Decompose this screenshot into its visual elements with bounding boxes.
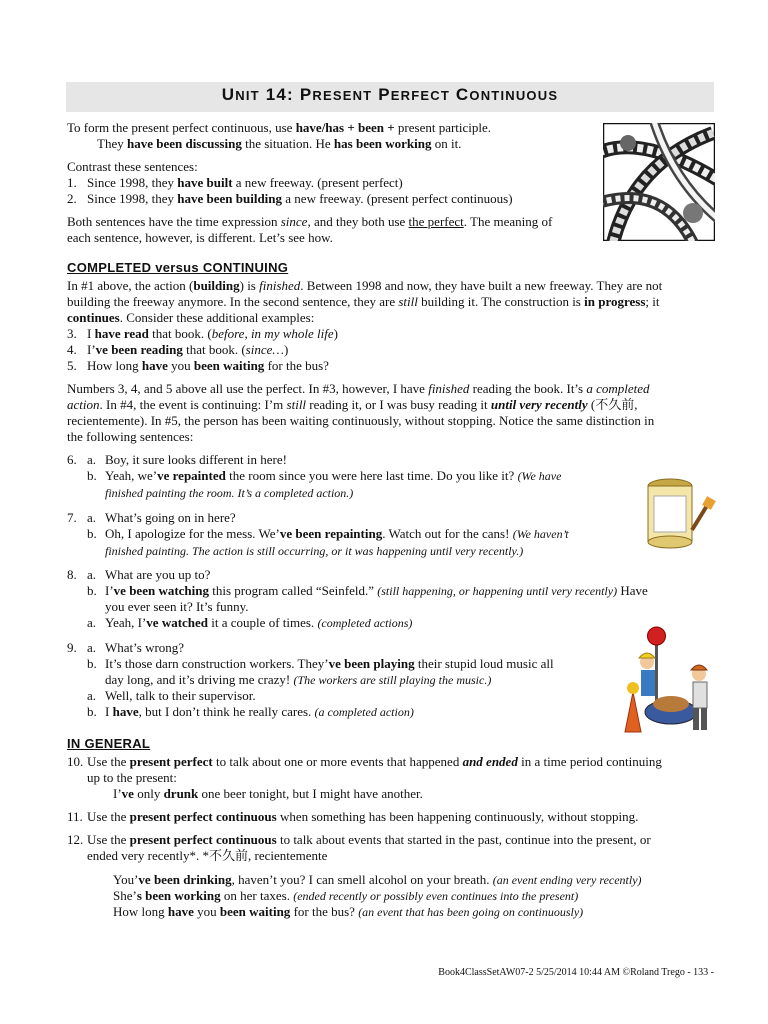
rule-12-example: How long have you been waiting for the bus? (an event that has been going on continuously) [113,904,584,919]
dialog-9 [67,640,627,720]
page-footer: Book4ClassSetAW07-2 5/25/2014 10:44 AM ©Roland Trego - 133 - [438,967,714,978]
sentence-2: 2. Since 1998, they have been building a new freeway. (present perfect continuous) [67,191,513,206]
both-line-1: Both sentences have the time expression since, and they both use the perfect. The meaning of [67,214,553,229]
dialog-7 [67,510,647,559]
rule-10-cont: up to the present: [87,770,177,785]
intro [67,120,597,246]
example-3: 3. I have read that book. (before, in my whole life) [67,326,338,341]
dialog-line: b. I’ve been watching this program called “Seinfeld.” (still happening, or happening until very recently) Have [87,583,648,598]
example-4: 4. I’ve been reading that book. (since…) [67,342,289,357]
para-line: recientemente). In #5, the person has been waiting continuously, without stopping. Notice the same distinction in [67,413,655,428]
dialog-line: day long, and it’s driving me crazy! (The workers are still playing the music.) [105,672,492,687]
section-heading-completed: COMPLETED versus CONTINUING [67,260,289,275]
dialog-line: b. Yeah, we’ve repainted the room since you were here last time. Do you like it? (We have [87,468,562,483]
para-line: Numbers 3, 4, and 5 above all use the perfect. In #3, however, I have finished reading the book. It’s a completed [67,381,650,396]
rule-12-example: You’ve been drinking, haven’t you? I can smell alcohol on your breath. (an event ending very recently) [113,872,642,887]
sentence-1: 1. Since 1998, they have built a new freeway. (present perfect) [67,175,403,190]
rule-11: 11. Use the present perfect continuous when something has been happening continuously, without stopping. [67,809,639,824]
paint-can-illustration [640,474,720,554]
rule-10: 10. Use the present perfect to talk about one or more events that happened and ended in a time period continuing [67,754,662,769]
dialog-6 [67,452,647,501]
dialog-line: b. It’s those darn construction workers. They’ve been playing their stupid loud music all [87,656,554,671]
section-completed [67,278,717,445]
section-general [67,754,717,920]
construction-workers-illustration [613,622,721,734]
dialog-line: a. Well, talk to their supervisor. [87,688,256,703]
dialog-line: a. Yeah, I’ve watched it a couple of times. (completed actions) [87,615,413,630]
para-line: continues. Consider these additional examples: [67,310,315,325]
intro-example: They have been discussing the situation. He has been working on it. [97,136,462,151]
rule-12-example: She’s been working on her taxes. (ended recently or possibly even continues into the present) [113,888,579,903]
intro-line: To form the present perfect continuous, use have/has + been + present participle. [67,120,492,135]
example-5: 5. How long have you been waiting for the bus? [67,358,329,373]
dialog-line: 7. a. What’s going on in here? [67,510,236,525]
para-line: action. In #4, the event is continuing: I’m still reading it, or I was busy reading it until very recently (不久前, [67,397,638,412]
section-heading-general: IN GENERAL [67,736,151,751]
dialog-line: 6. a. Boy, it sure looks different in here! [67,452,287,467]
dialog-line: 8. a. What are you up to? [67,567,211,582]
page-title: UNIT 14: PRESENT PERFECT CONTINUOUS [221,85,559,104]
dialog-line: you ever seen it? It’s funny. [105,599,249,614]
para-line: the following sentences: [67,429,194,444]
rule-10-example: I’ve only drunk one beer tonight, but I might have another. [113,786,423,801]
freeway-illustration [603,123,715,241]
both-line-2: each sentence, however, is different. Let’s see how. [67,230,333,245]
para-line: building the freeway anymore. In the second sentence, they are still building it. The construction is in progress; it [67,294,660,309]
rule-12-cont: ended very recently*. *不久前, recientemente [87,848,328,863]
dialog-line: 9. a. What’s wrong? [67,640,185,655]
rule-12: 12. Use the present perfect continuous to talk about events that started in the past, continue into the present, or [67,832,651,847]
dialog-note: finished painting the room. It’s a completed action.) [105,486,354,500]
contrast-label: Contrast these sentences: [67,159,198,174]
para-line: In #1 above, the action (building) is finished. Between 1998 and now, they have built a new freeway. They are not [67,278,663,293]
dialog-note: finished painting. The action is still occurring, or it was happening until very recently.) [105,544,524,558]
dialog-line: b. I have, but I don’t think he really cares. (a completed action) [87,704,414,719]
dialog-line: b. Oh, I apologize for the mess. We’ve been repainting. Watch out for the cans! (We haven’t [87,526,569,541]
